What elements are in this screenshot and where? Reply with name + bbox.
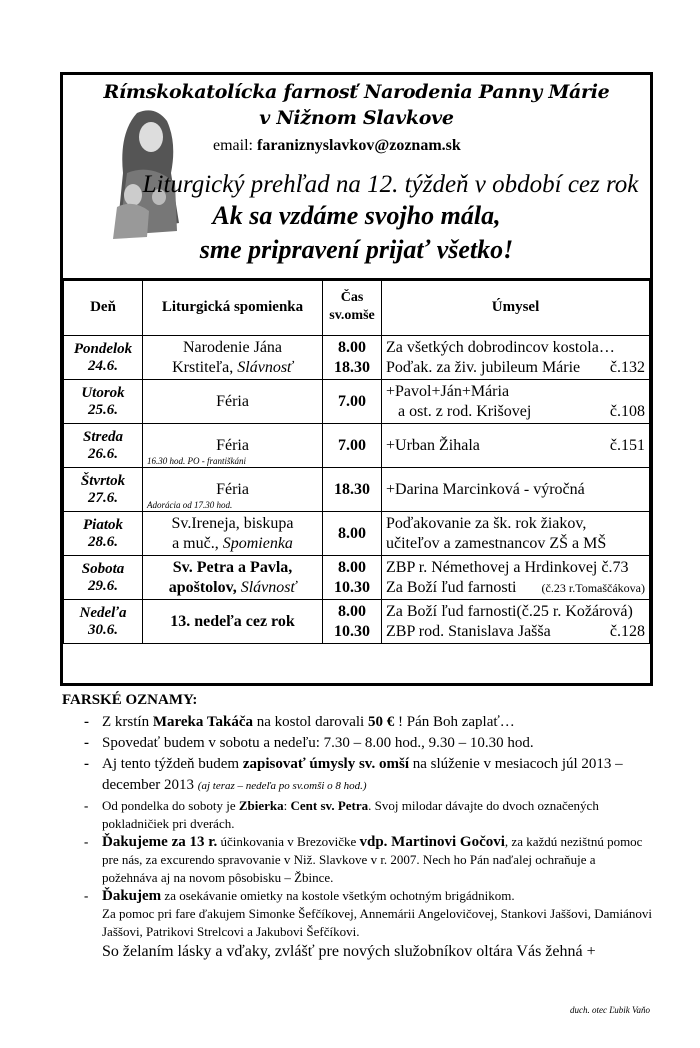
- row-liturgy: [143, 468, 323, 512]
- row-time: [323, 512, 382, 556]
- schedule-row: [64, 556, 650, 600]
- row-day-name: Piatok: [83, 516, 123, 533]
- header-liturgy: Liturgická spomienka: [143, 279, 323, 336]
- intention-line: +Urban Žihala č.151: [386, 436, 645, 454]
- row-intention: [382, 380, 650, 424]
- email-line: [213, 137, 461, 155]
- row-intention: [382, 512, 650, 556]
- mass-time: 18.30: [334, 358, 370, 376]
- row-time: [323, 424, 382, 468]
- row-intention: [382, 336, 650, 380]
- row-day: [64, 468, 143, 512]
- closing-blessing: So želaním lásky a vďaky, zvlášť pre nových služobníkov oltára Vás žehná +: [102, 943, 596, 960]
- mass-time: 10.30: [334, 578, 370, 596]
- row-date: 29.6.: [88, 577, 118, 594]
- row-time: [323, 556, 382, 600]
- liturgy-line1: Sv. Petra a Pavla,: [172, 558, 293, 576]
- row-date: 30.6.: [88, 621, 118, 638]
- mass-time: 18.30: [334, 480, 370, 498]
- row-liturgy: [143, 380, 323, 424]
- liturgy-line1: Narodenie Jána: [182, 338, 283, 356]
- intention-line: ZBP rod. Stanislava Jašša č.128: [386, 622, 645, 640]
- row-day-name: Sobota: [81, 560, 125, 577]
- liturgy-line1: 13. nedeľa cez rok: [170, 612, 295, 630]
- row-day: [64, 380, 143, 424]
- announcement-thanks-volunteers: - Ďakujem za osekávanie omietky na kostole všetkým ochotným brigádnikom. Za pomoc pri fare ďakujem Simonke Šefčíkovej, Annemárii Angelovičovej, Stankovi Jaššovi, Damiánovi Jaššovi, Patrikovi Strelcovi a Jakubovi Šefčíkovi.: [84, 888, 652, 939]
- row-liturgy: [143, 336, 323, 380]
- schedule-row: [64, 380, 650, 424]
- schedule-row: [64, 468, 650, 512]
- row-intention: [382, 424, 650, 468]
- mass-time: 8.00: [338, 524, 366, 542]
- liturgy-line2: a muč., Spomienka: [172, 534, 293, 552]
- schedule-row: [64, 424, 650, 468]
- parish-location: v Nižnom Slavkove: [259, 107, 454, 129]
- row-time: [323, 468, 382, 512]
- motto-line2: sme pripravení prijať všetko!: [199, 235, 514, 264]
- liturgy-note: 16.30 hod. PO - františkáni: [147, 456, 246, 466]
- liturgy-line1: Féria: [216, 480, 249, 498]
- mass-time: 7.00: [338, 392, 366, 410]
- mass-time: 7.00: [338, 436, 366, 454]
- announcement-confession: - Spovedať budem v sobotu a nedeľu: 7.30 – 8.00 hod., 9.30 – 10.30 hod.: [84, 735, 534, 751]
- announcement-baptism: - Z krstín Mareka Takáča na kostol darovali 50 € ! Pán Boh zaplať…: [84, 714, 515, 730]
- row-date: 25.6.: [88, 401, 118, 418]
- announcement-thanks-priest: - Ďakujeme za 13 r. účinkovania v Brezovičke vdp. Martinovi Gočovi, za každú nezištnú pomoc pre nás, za excurendo spravovanie v Niž. Slavkove v r. 2007. Nech ho Pán naďalej ochraňuje a požehnáva aj na novom pôsobisku – Žbince.: [84, 834, 643, 885]
- row-day-name: Utorok: [81, 384, 125, 401]
- mass-time: 10.30: [334, 622, 370, 640]
- row-intention: [382, 468, 650, 512]
- row-date: 26.6.: [88, 445, 118, 462]
- liturgy-note: Adorácia od 17.30 hod.: [147, 500, 233, 510]
- email-address: faraniznyslavkov@zoznam.sk: [256, 137, 461, 154]
- schedule-row: [64, 512, 650, 556]
- announcements-heading: FARSKÉ OZNAMY:: [62, 692, 198, 708]
- liturgy-line1: Féria: [216, 392, 249, 410]
- mass-time: 8.00: [338, 602, 366, 620]
- parish-name: Rímskokatolícka farnosť Narodenia Panny Márie: [103, 81, 610, 103]
- row-day-name: Streda: [82, 428, 123, 445]
- row-liturgy: [143, 600, 323, 644]
- liturgy-line1: Sv.Ireneja, biskupa: [171, 514, 294, 532]
- row-time: [323, 380, 382, 424]
- row-time: [323, 336, 382, 380]
- header-intention: Úmysel: [382, 279, 650, 336]
- intention-line: Za Boží ľud farnosti (č.23 r.Tomaščákova): [386, 578, 645, 596]
- header-day: Deň: [64, 279, 143, 336]
- liturgy-line1: Féria: [216, 436, 249, 454]
- schedule-row: [64, 600, 650, 644]
- bulletin-header: [63, 75, 650, 281]
- row-day: [64, 556, 143, 600]
- row-date: 27.6.: [88, 489, 118, 506]
- row-day: [64, 424, 143, 468]
- intention-line: ZBP r. Némethovej a Hrdinkovej č.73: [386, 558, 629, 576]
- schedule-table: [63, 278, 650, 644]
- mass-time: 8.00: [338, 338, 366, 356]
- intention-line: +Darina Marcinková - výročná: [386, 480, 585, 498]
- intention-line: učiteľov a zamestnancov ZŠ a MŠ: [386, 534, 607, 552]
- row-day: [64, 600, 143, 644]
- row-liturgy: [143, 424, 323, 468]
- signature: duch. otec Ľubik Vaňo: [570, 1005, 650, 1015]
- intention-line: +Pavol+Ján+Mária: [386, 382, 510, 400]
- row-time: [323, 600, 382, 644]
- row-day-name: Štvrtok: [80, 472, 126, 489]
- liturgy-line2: Krstiteľa, Slávnosť: [172, 358, 293, 376]
- intention-line: Poďakovanie za šk. rok žiakov,: [386, 514, 587, 532]
- announcements: [62, 692, 652, 963]
- row-day: [64, 336, 143, 380]
- intention-line: Poďak. za živ. jubileum Márie č.132: [386, 358, 645, 376]
- weekly-title: Liturgický prehľad na 12. týždeň v období cez rok: [142, 171, 639, 198]
- row-day-name: Pondelok: [73, 340, 133, 357]
- schedule-row: [64, 336, 650, 380]
- row-intention: [382, 600, 650, 644]
- intention-line: a ost. z rod. Krišovej č.108: [386, 402, 645, 420]
- bulletin-frame: [60, 72, 653, 686]
- mass-time: 8.00: [338, 558, 366, 576]
- intention-line: Za všetkých dobrodincov kostola…: [386, 338, 615, 356]
- row-liturgy: [143, 556, 323, 600]
- row-intention: [382, 556, 650, 600]
- announcement-mass-intentions: - Aj tento týždeň budem zapisovať úmysly sv. omší na slúženie v mesiacoch júl 2013 – december 2013 (aj teraz – nedeľa po sv.omši o 8 hod.): [84, 756, 623, 793]
- intention-line: Za Boží ľud farnosti(č.25 r. Kožárová): [386, 602, 633, 620]
- header-time: Čas sv.omše: [323, 279, 382, 336]
- schedule-body: [64, 336, 650, 644]
- row-date: 24.6.: [88, 357, 118, 374]
- announcement-collection: - Od pondelka do soboty je Zbierka: Cent sv. Petra. Svoj milodar dávajte do dvoch označených pokladničiek pri dverách.: [84, 798, 599, 831]
- row-day: [64, 512, 143, 556]
- liturgy-line2: apoštolov, Slávnosť: [168, 578, 297, 596]
- row-day-name: Nedeľa: [79, 604, 127, 621]
- motto-line1: Ak sa vzdáme svojho mála,: [212, 201, 501, 230]
- email-label: email:: [213, 137, 253, 154]
- row-date: 28.6.: [88, 533, 118, 550]
- row-liturgy: [143, 512, 323, 556]
